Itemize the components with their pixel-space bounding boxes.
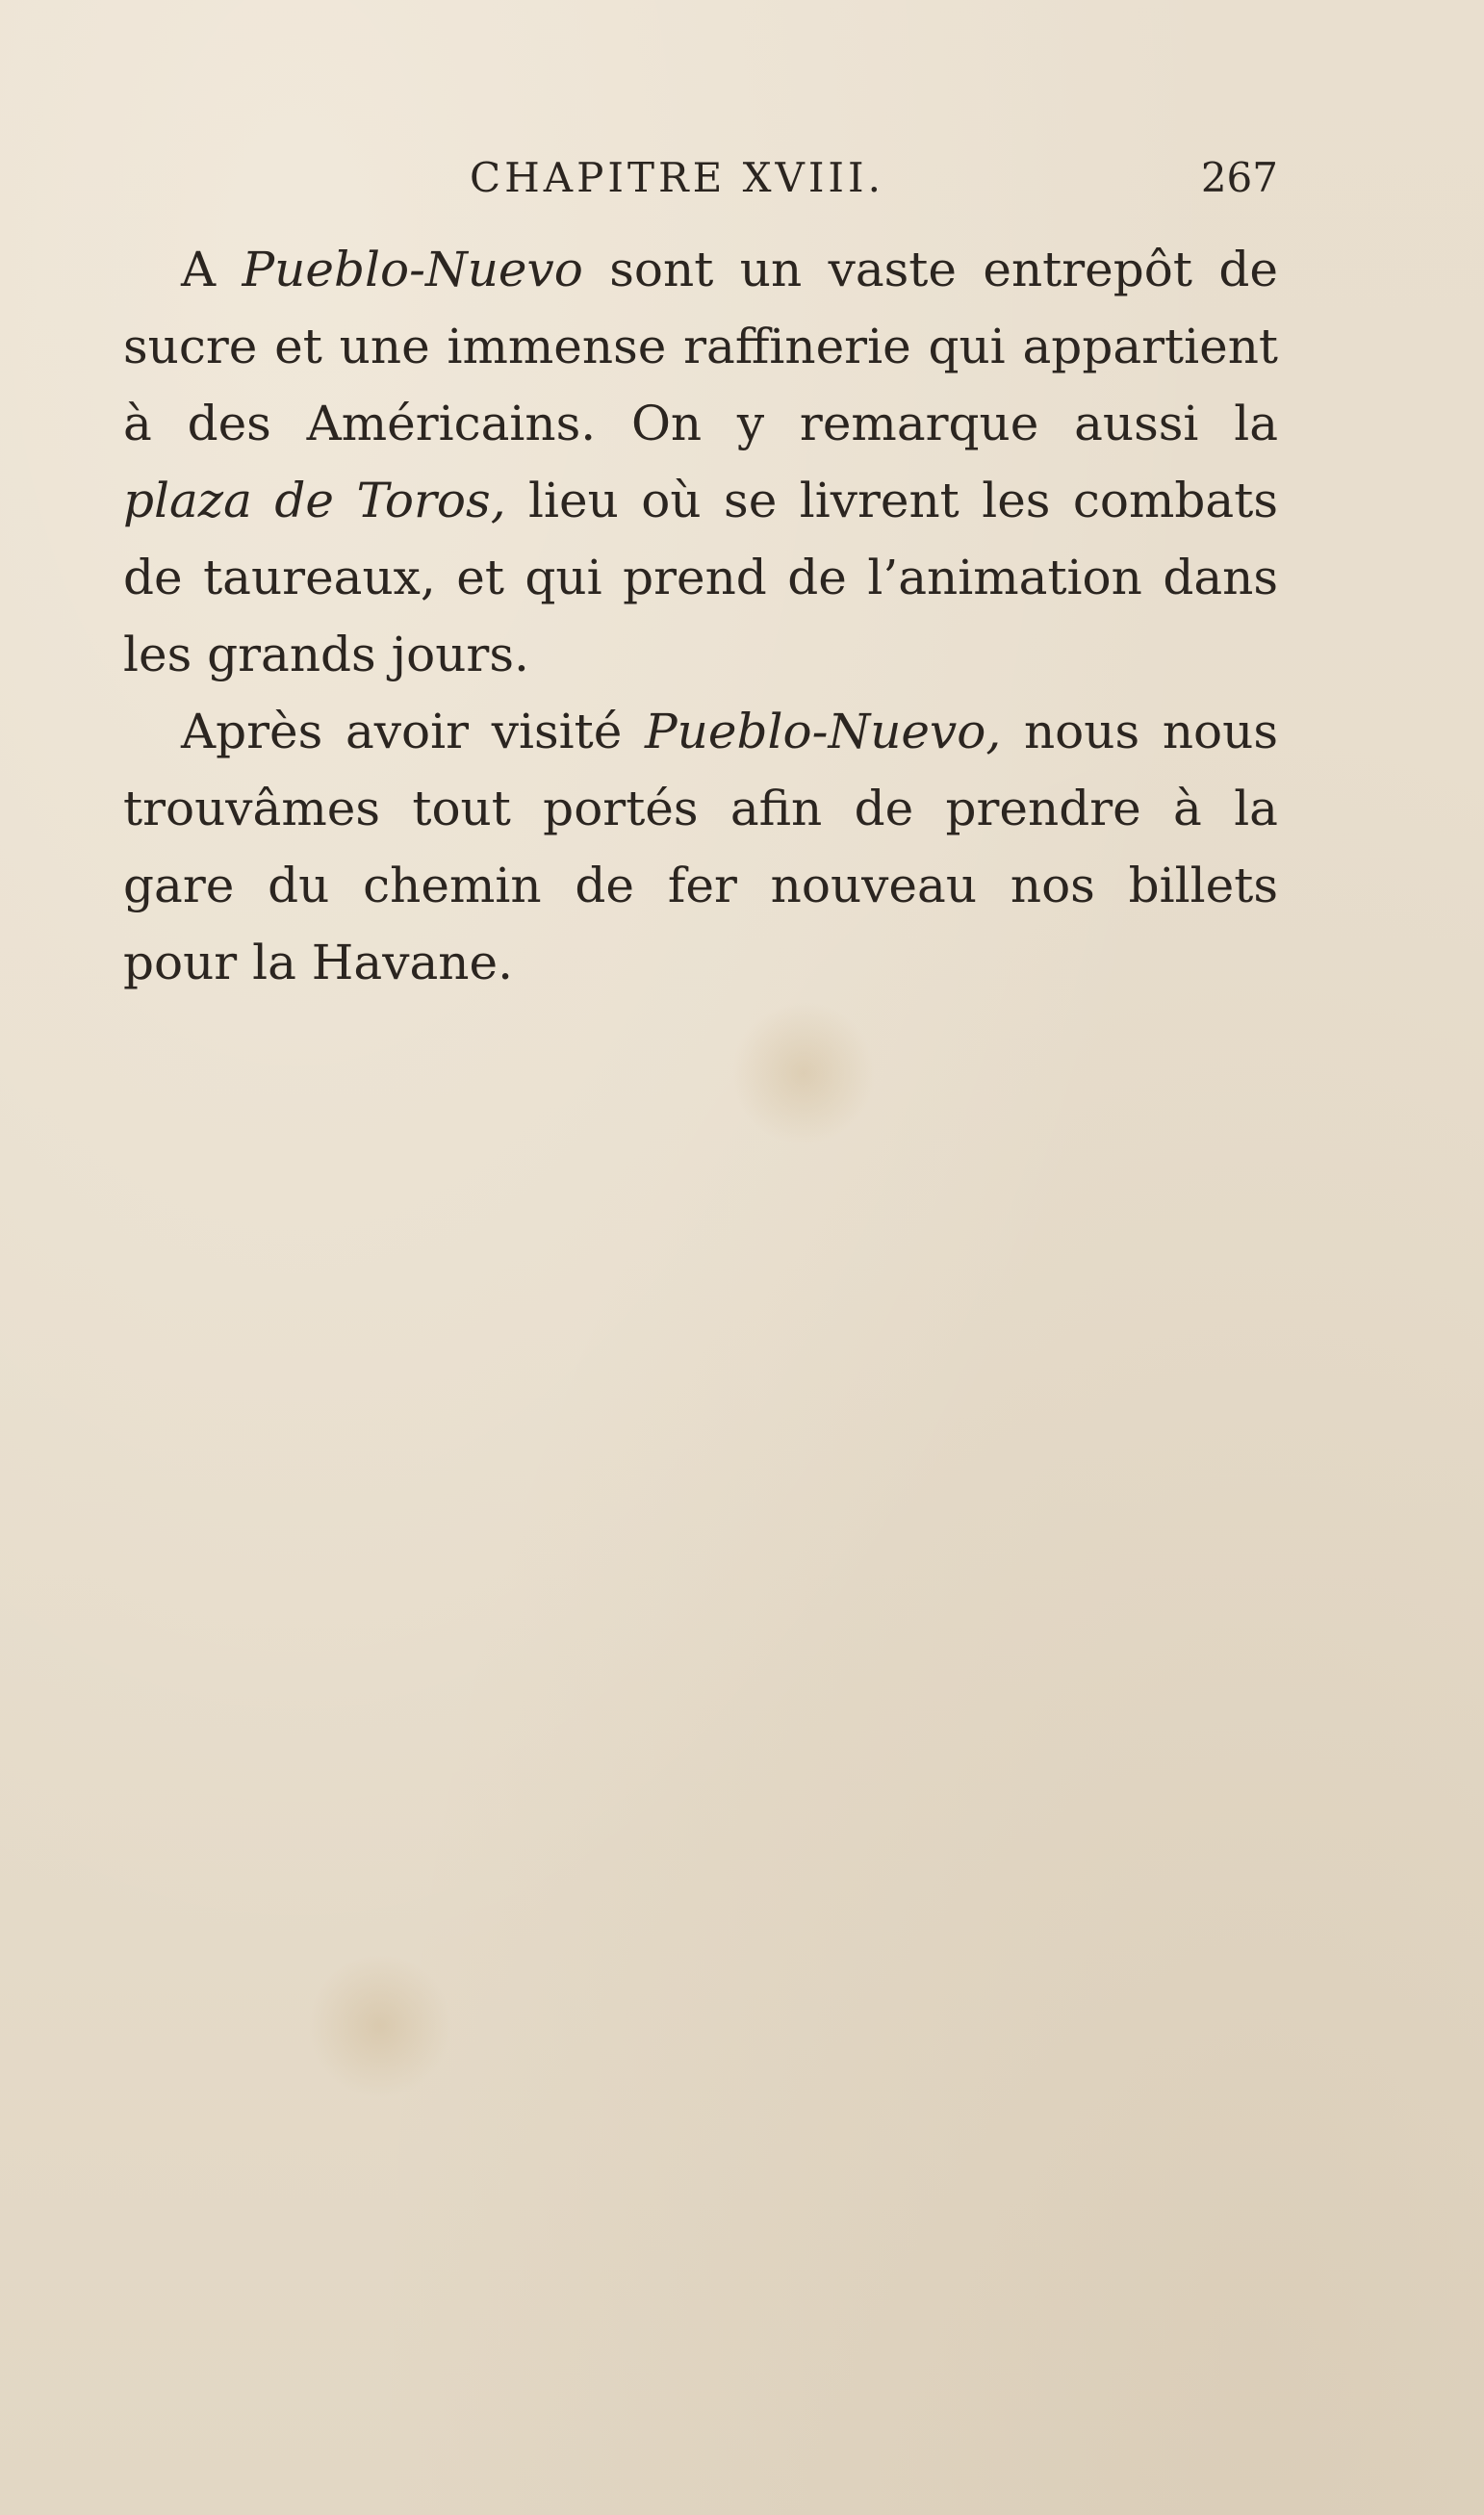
paragraph-2 [123,693,1278,1001]
paragraph-1 [123,231,1278,693]
text-run: nous nous trouvâmes tout portés afin de prendre à la gare du chemin de fer nouveau nos billets pour la Havane. [123,704,1279,990]
page-number: 267 [1200,154,1278,201]
running-title: CHAPITRE XVIII. [470,154,884,201]
italic-place-name: Pueblo-Nuevo, [645,704,1002,759]
page-header [123,154,1278,212]
paper-stain [731,1001,876,1145]
italic-place-name: Pueblo-Nuevo [242,242,583,297]
text-run: sont un vaste entrepôt de sucre et une immense raffinerie qui appartient à des Américains. On y remarque aussi la [123,242,1278,451]
text-run: Après avoir visité [181,704,646,759]
text-run: A [181,242,243,297]
body-text [123,231,1278,1001]
text-run: lieu où se livrent les combats de taureaux, et qui prend de l’animation dans les grands jours. [123,473,1278,682]
italic-place-name: plaza de Toros, [123,473,506,528]
paper-stain [308,1954,452,2098]
